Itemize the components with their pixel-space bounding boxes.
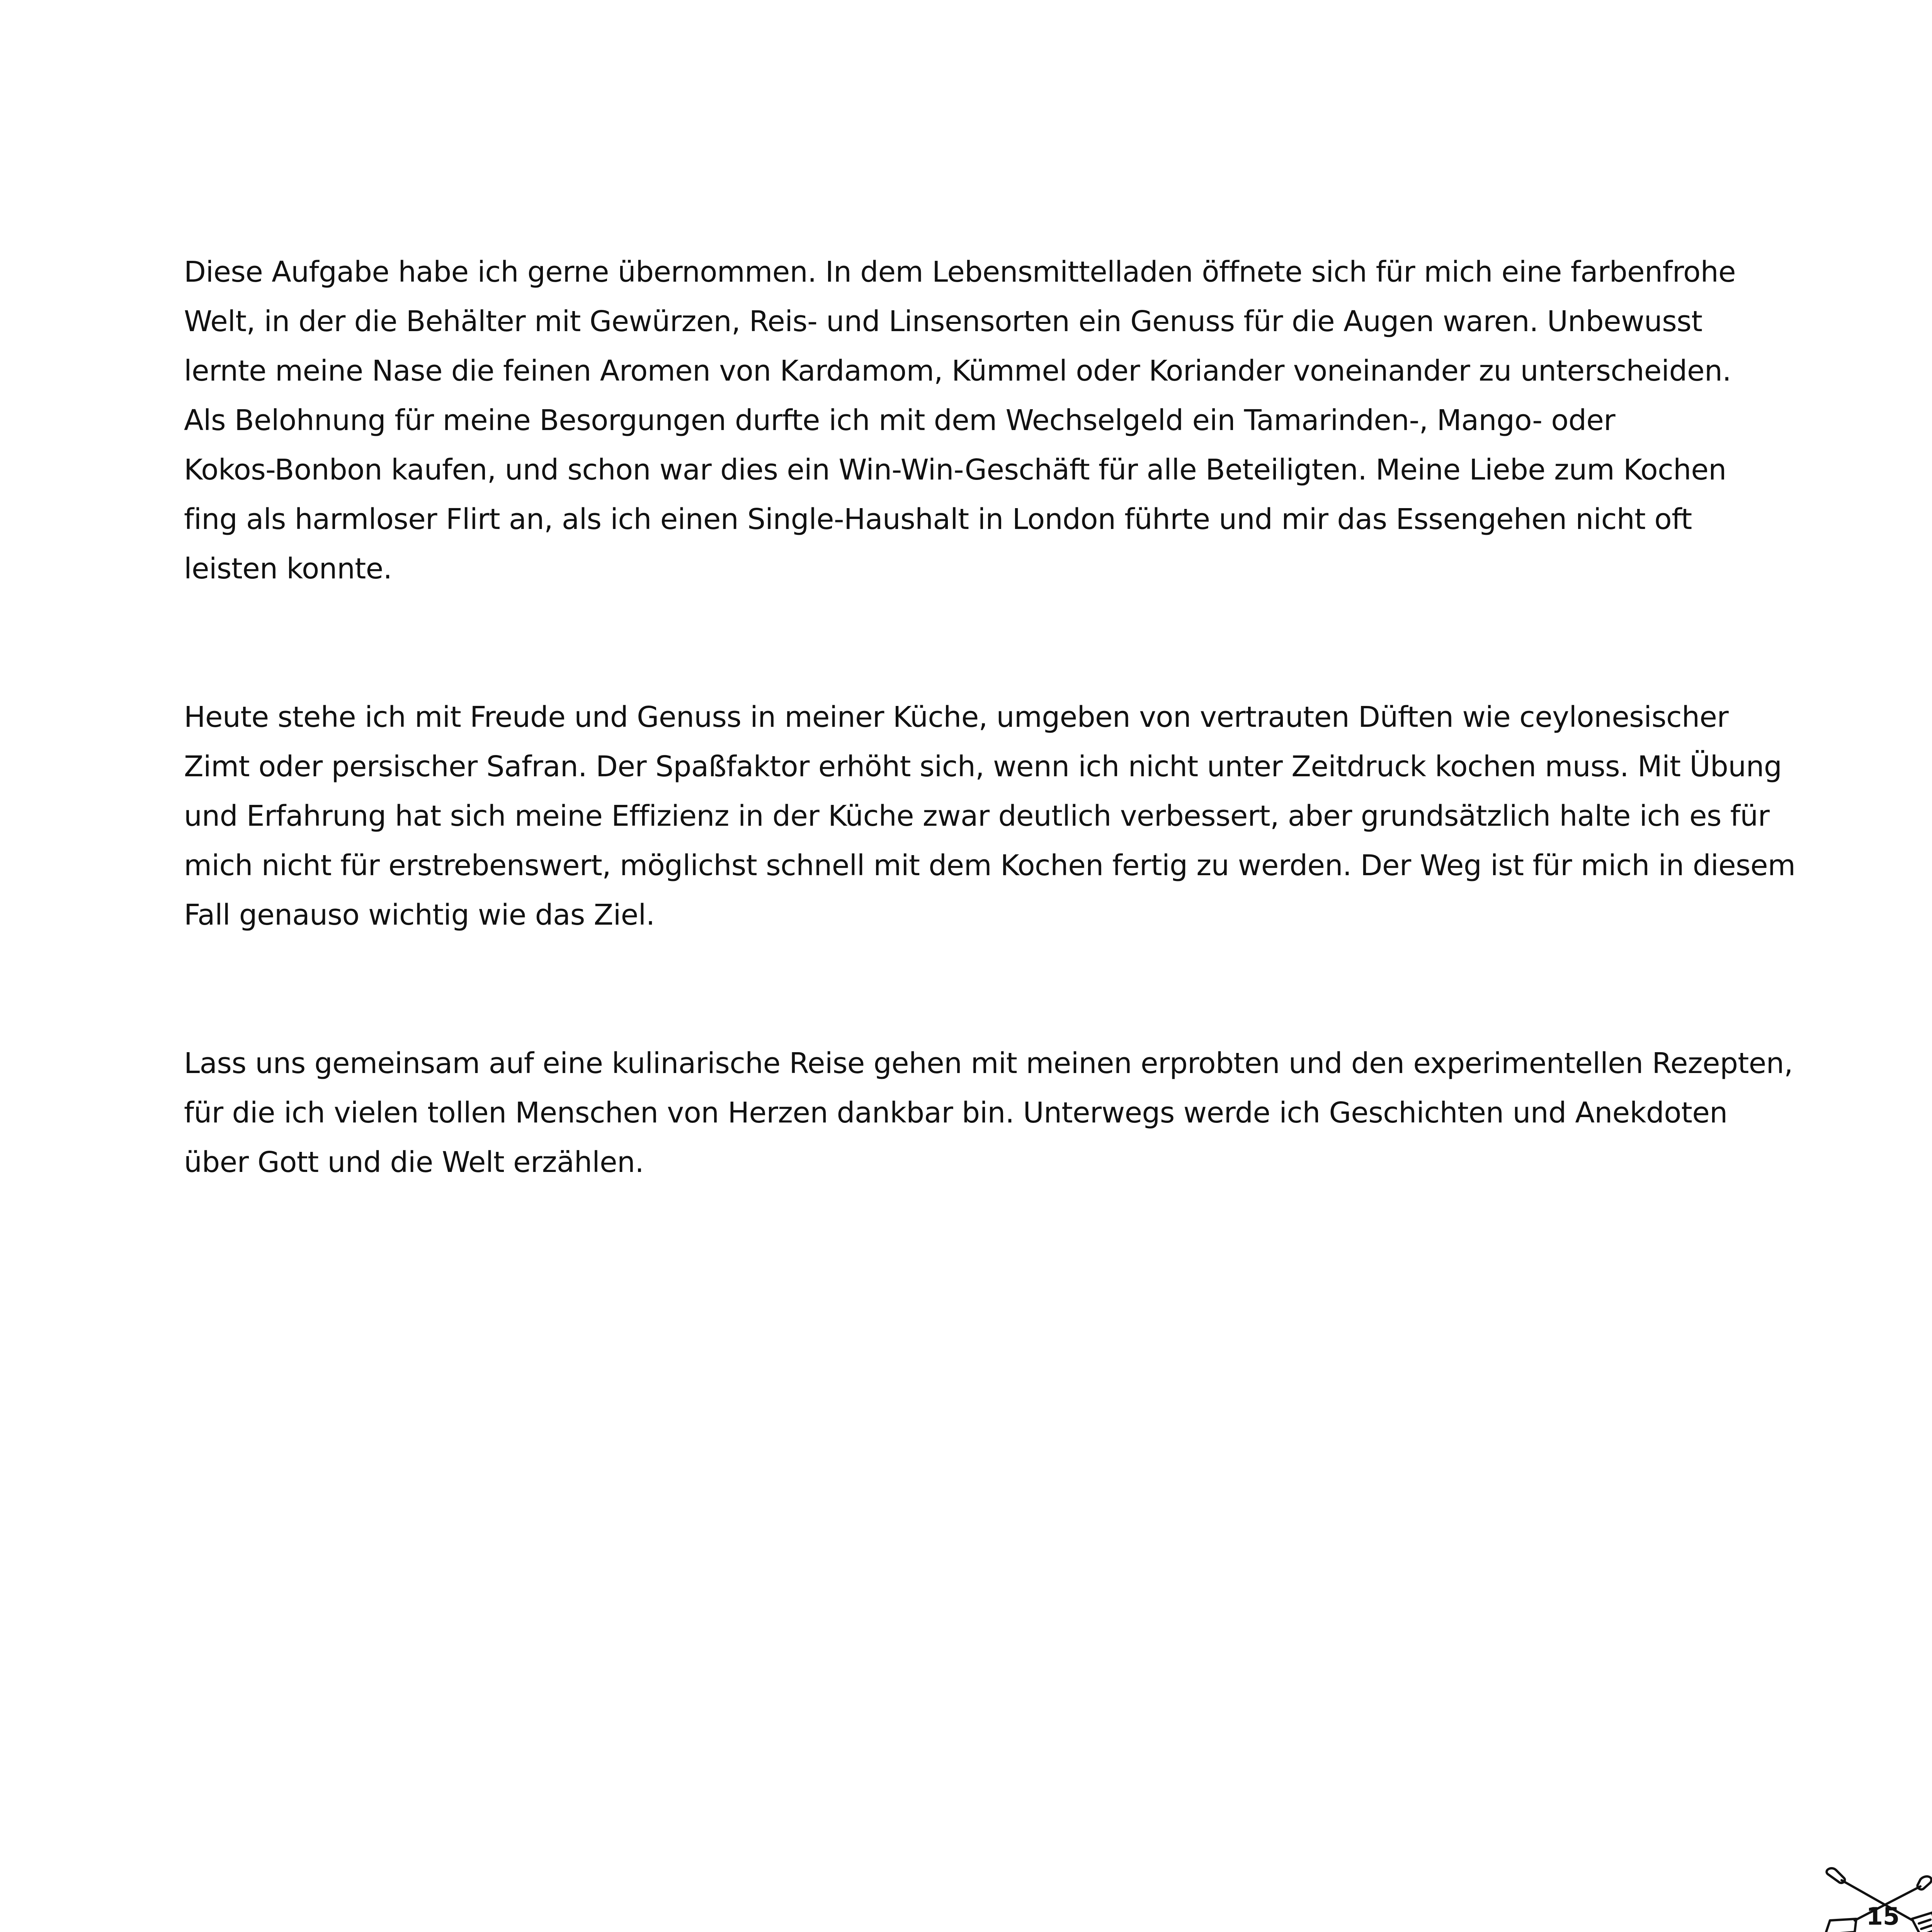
text-line: Diese Aufgabe habe ich gerne übernommen. In dem Lebensmittelladen öffnete sich für mich eine farbenfrohe — [184, 255, 1736, 289]
body-text — [184, 247, 1838, 1187]
text-line: über Gott und die Welt erzählen. — [184, 1146, 644, 1179]
paragraph — [184, 692, 1838, 940]
text-line: fing als harmloser Flirt an, als ich einen Single-Haushalt in London führte und mir das Essengehen nicht oft — [184, 503, 1692, 536]
text-line: leisten konnte. — [184, 552, 392, 585]
text-line: Zimt oder persischer Safran. Der Spaßfaktor erhöht sich, wenn ich nicht unter Zeitdruck kochen muss. Mit Übung — [184, 750, 1782, 783]
page-number: 15 — [1866, 1902, 1900, 1930]
text-line: Als Belohnung für meine Besorgungen durfte ich mit dem Wechselgeld ein Tamarinden-, Mango- oder — [184, 404, 1616, 437]
text-line: Heute stehe ich mit Freude und Genuss in meiner Küche, umgeben von vertrauten Düften wie ceylonesischer — [184, 701, 1729, 734]
text-line: und Erfahrung hat sich meine Effizienz in der Küche zwar deutlich verbessert, aber grundsätzlich halte ich es für — [184, 799, 1770, 833]
text-line: mich nicht für erstrebenswert, möglichst schnell mit dem Kochen fertig zu werden. Der Weg ist für mich in diesem — [184, 849, 1796, 882]
paragraph — [184, 1039, 1838, 1187]
text-line: für die ich vielen tollen Menschen von Herzen dankbar bin. Unterwegs werde ich Geschichten und Anekdoten — [184, 1096, 1728, 1129]
paragraph-spacer — [184, 940, 1838, 1039]
text-line: Kokos-Bonbon kaufen, und schon war dies ein Win-Win-Geschäft für alle Beteiligten. Meine Liebe zum Kochen — [184, 453, 1726, 486]
paragraph — [184, 247, 1838, 594]
text-line: Lass uns gemeinsam auf eine kulinarische Reise gehen mit meinen erprobten und den experimentellen Rezepten, — [184, 1047, 1793, 1080]
text-line: Welt, in der die Behälter mit Gewürzen, Reis- und Linsensorten ein Genuss für die Augen waren. Unbewusst — [184, 305, 1702, 338]
text-line: Fall genauso wichtig wie das Ziel. — [184, 898, 655, 932]
text-line: lernte meine Nase die feinen Aromen von Kardamom, Kümmel oder Koriander voneinander zu unterscheiden. — [184, 354, 1731, 388]
paragraph-spacer — [184, 594, 1838, 692]
